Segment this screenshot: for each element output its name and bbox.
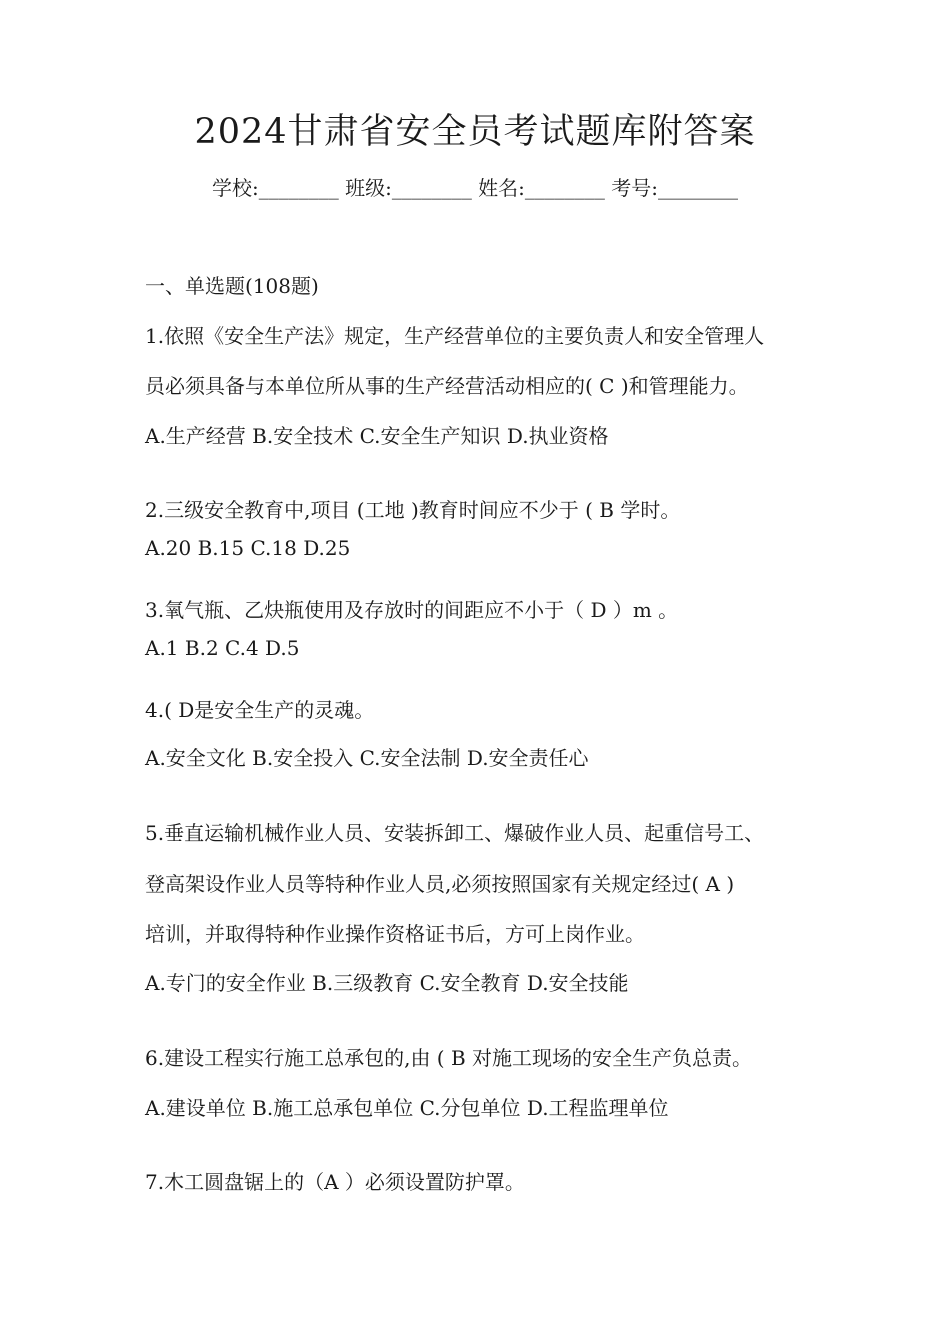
- question-3-options: A.1 B.2 C.4 D.5: [145, 636, 300, 660]
- question-7-stem: 7.木工圆盘锯上的（A ）必须设置防护罩。: [145, 1170, 525, 1194]
- question-6-options: A.建设单位 B.施工总承包单位 C.分包单位 D.工程监理单位: [145, 1096, 669, 1120]
- question-4-stem: 4.( D是安全生产的灵魂。: [145, 698, 375, 722]
- question-1-options: A.生产经营 B.安全技术 C.安全生产知识 D.执业资格: [145, 424, 609, 448]
- question-3-stem: 3.氧气瓶、乙炔瓶使用及存放时的间距应不小于（ D ）m 。: [145, 598, 679, 622]
- question-1-stem-line-2: 员必须具备与本单位所从事的生产经营活动相应的( C )和管理能力。: [145, 374, 749, 398]
- question-5-stem-line-3: 培训，并取得特种作业操作资格证书后，方可上岗作业。: [145, 922, 645, 946]
- question-4-options: A.安全文化 B.安全投入 C.安全法制 D.安全责任心: [145, 746, 589, 770]
- question-5-stem-line-1: 5.垂直运输机械作业人员、安装拆卸工、爆破作业人员、起重信号工、: [145, 821, 765, 845]
- document-title: 2024甘肃省安全员考试题库附答案: [194, 112, 756, 152]
- section-heading: 一、单选题(108题): [145, 274, 319, 298]
- question-6-stem: 6.建设工程实行施工总承包的,由 ( B 对施工现场的安全生产负总责。: [145, 1046, 753, 1070]
- student-info-line: 学校:________ 班级:________ 姓名:________ 考号:________: [211, 176, 739, 200]
- question-2-options: A.20 B.15 C.18 D.25: [145, 536, 351, 560]
- question-5-stem-line-2: 登高架设作业人员等特种作业人员,必须按照国家有关规定经过( A ): [145, 872, 735, 896]
- question-2-stem: 2.三级安全教育中,项目 (工地 )教育时间应不少于 ( B 学时。: [145, 498, 681, 522]
- question-5-options: A.专门的安全作业 B.三级教育 C.安全教育 D.安全技能: [145, 971, 629, 995]
- question-1-stem-line-1: 1.依照《安全生产法》规定，生产经营单位的主要负责人和安全管理人: [145, 324, 765, 348]
